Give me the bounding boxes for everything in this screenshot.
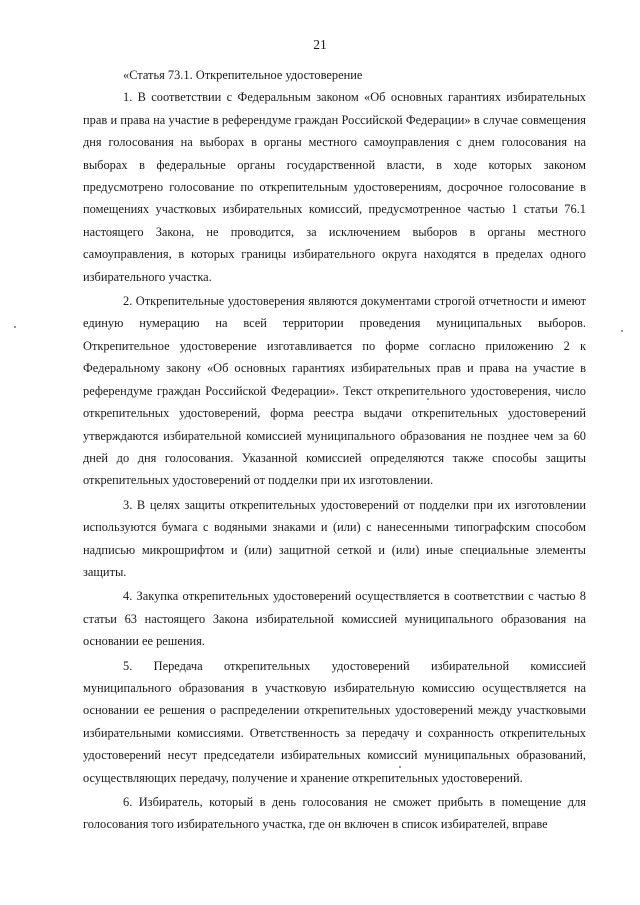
scan-speck xyxy=(399,766,401,768)
paragraph-5: 5. Передача открепительных удостоверений избирательной комиссией муниципального образования в участковую избирательную комиссию осуществляется на основании ее решения о распределении открепительных удостоверений между участковыми избирательными комиссиями. Ответственность за передачу и сохранность открепительных удостоверений несут председатели избирательных комиссий муниципальных образований, осуществляющих передачу, получение и хранение открепительных удостоверений. xyxy=(83,658,586,785)
document-body xyxy=(83,64,586,838)
paragraph-2: 2. Открепительные удостоверения являются документами строгой отчетности и имеют единую нумерацию на всей территории проведения муниципальных выборов. Открепительное удостоверение изготавливается по форме согласно приложению 2 к Федеральному закону «Об основных гарантиях избирательных прав и права на участие в референдуме граждан Российской Федерации». Текст открепительного удостоверения, число открепительных удостоверений, форма реестра выдачи открепительных удостоверений утверждаются избирательной комиссией муниципального образования не позднее чем за 60 дней до дня голосования. Указанной комиссией определяются также способы защиты открепительных удостоверений от подделки при их изготовлении. xyxy=(83,294,586,488)
scan-speck xyxy=(14,326,16,328)
paragraph-6: 6. Избиратель, который в день голосования не сможет прибыть в помещение для голосования того избирательного участка, где он включен в список избирателей, вправе xyxy=(83,795,586,832)
page-number: 21 xyxy=(313,37,327,52)
scan-speck xyxy=(427,398,429,400)
paragraph-1: 1. В соответствии с Федеральным законом «Об основных гарантиях избирательных прав и права на участие в референдуме граждан Российской Федерации» в случае совмещения дня голосования на выборах в органы местного самоуправления с днем голосования на выборах в федеральные органы государственной власти, в ходе которых законом предусмотрено голосование по открепительным удостоверениям, досрочное голосование в помещениях участковых избирательных комиссий, предусмотренное частью 1 статьи 76.1 настоящего Закона, не проводится, за исключением выборов в органы местного самоуправления, в которых границы избирательного округа находятся в пределах одного избирательного участка. xyxy=(83,90,586,284)
scan-speck xyxy=(621,330,623,332)
article-heading: «Статья 73.1. Открепительное удостоверение xyxy=(123,68,363,82)
paragraph-3: 3. В целях защиты открепительных удостоверений от подделки при их изготовлении используются бумага с водяными знаками и (или) с нанесенными типографским способом надписью микрошрифтом и (или) защитной сеткой и (или) иные специальные элементы защиты. xyxy=(83,497,586,579)
paragraph-4: 4. Закупка открепительных удостоверений осуществляется в соответствии с частью 8 статьи 63 настоящего Закона избирательной комиссией муниципального образования на основании ее решения. xyxy=(83,589,586,649)
